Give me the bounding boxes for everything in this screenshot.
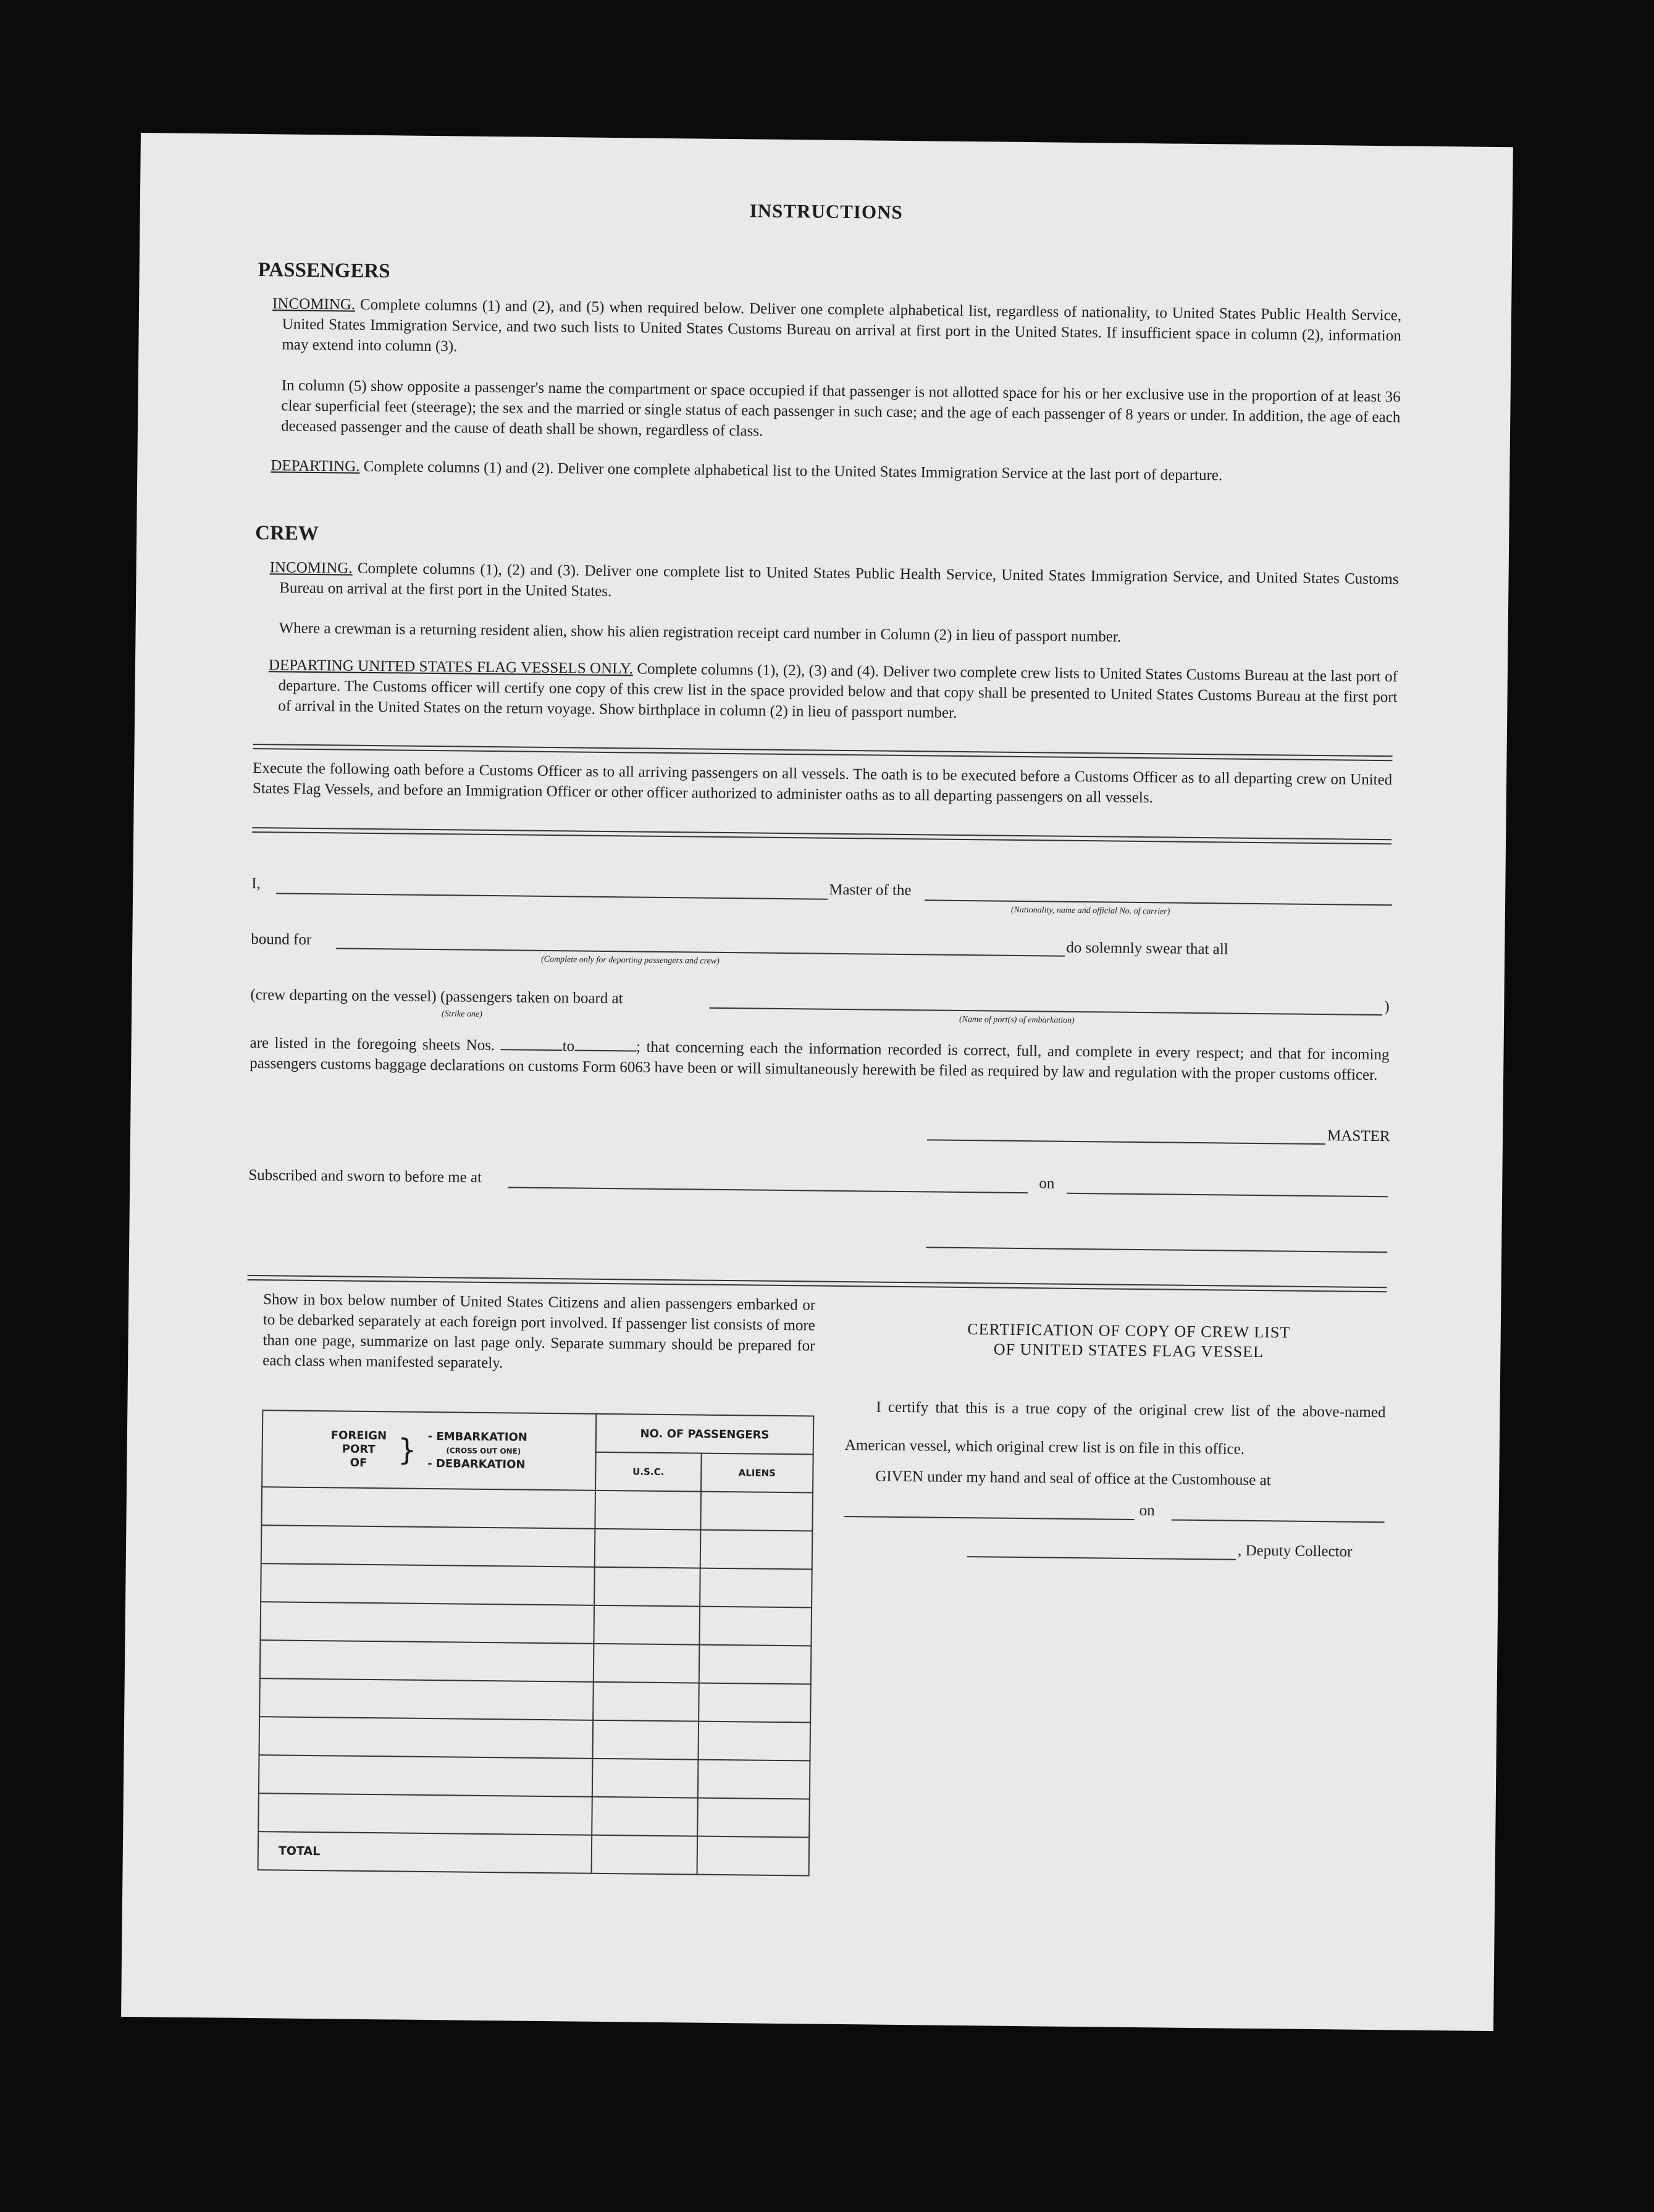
usc-header: U.S.C.: [595, 1452, 702, 1492]
usc-cell[interactable]: [594, 1644, 700, 1683]
of-label: OF: [350, 1456, 367, 1470]
crew-incoming-label: INCOMING.: [269, 559, 353, 577]
aliens-cell[interactable]: [700, 1530, 813, 1570]
ports-caption: (Name of port(s) of embarkation): [959, 1014, 1075, 1025]
usc-cell[interactable]: [595, 1529, 701, 1568]
port-cell[interactable]: [261, 1563, 595, 1605]
crew-departing-label: DEPARTING UNITED STATES FLAG VESSELS ONLY.: [268, 657, 634, 678]
certification-title-line2: OF UNITED STATES FLAG VESSEL: [993, 1340, 1264, 1361]
usc-cell[interactable]: [592, 1720, 699, 1760]
officer-signature-field[interactable]: [926, 1247, 1387, 1253]
deputy-collector-label: , Deputy Collector: [1237, 1542, 1353, 1560]
crew-departing-label: (crew departing on the vessel) (passengers taken on board at: [250, 986, 623, 1007]
usc-cell[interactable]: [593, 1682, 699, 1722]
master-of-label: Master of the: [829, 881, 912, 899]
complete-caption: (Complete only for departing passengers and crew): [540, 954, 720, 966]
nationality-caption: (Nationality, name and official No. of carrier): [1010, 905, 1170, 917]
page-title: INSTRUCTIONS: [749, 200, 903, 223]
embarkation-label: - EMBARKATION: [427, 1429, 528, 1444]
crew-resident-paragraph: Where a crewman is a returning resident alien, show his alien registration receipt card number in Column (2) in lieu of passport number.: [279, 620, 1122, 646]
cross-out-label: (CROSS OUT ONE): [446, 1446, 521, 1456]
aliens-header: ALIENS: [701, 1453, 813, 1493]
sworn-on-label: on: [1039, 1175, 1055, 1192]
foreign-label: FOREIGN: [330, 1429, 387, 1443]
aliens-cell[interactable]: [698, 1722, 810, 1761]
deputy-signature-field[interactable]: [967, 1556, 1236, 1560]
listed-text: ; that concerning each the information recorded is correct, full, and complete in every respect; and that for incoming passengers customs baggage declarations on customs Form 6063 have been or will simultaneously herewith be filed as required by law and regulation with the proper customs officer.: [250, 1038, 1390, 1084]
listed-to: to: [562, 1038, 575, 1055]
usc-total-cell[interactable]: [591, 1835, 697, 1875]
table-row: [259, 1678, 811, 1722]
port-header: FOREIGN PORT OF } - EMBARKATION (CROSS OUT ONE) - DEBARKATION: [262, 1410, 596, 1491]
double-rule: [253, 744, 1393, 761]
no-passengers-header: NO. OF PASSENGERS: [596, 1414, 814, 1455]
strike-caption: (Strike one): [442, 1009, 482, 1019]
usc-cell[interactable]: [594, 1567, 700, 1607]
usc-cell[interactable]: [594, 1605, 700, 1645]
passengers-column5-paragraph: In column (5) show opposite a passenger's name the compartment or space occupied if that passenger is not allotted space for his or her exclusive use in the proportion of at least 36 clear superficial feet (steerage); the sex and the married or single status of each passenger in such case; and the age of each passenger of 8 years or under. In addition, the age of each deceased passenger and the cause of death shall be shown, regardless of class.: [280, 377, 1401, 440]
passengers-departing-paragraph: [271, 455, 1400, 487]
sheet-from-field[interactable]: [501, 1049, 563, 1051]
aliens-total-cell[interactable]: [697, 1836, 809, 1876]
passengers-departing-text: Complete columns (1) and (2). Deliver one complete alphabetical list to the United States Immigration Service at the last port of departure.: [363, 458, 1223, 484]
aliens-cell[interactable]: [699, 1683, 811, 1723]
aliens-cell[interactable]: [699, 1607, 812, 1646]
table-row: [260, 1602, 812, 1646]
crew-incoming-text: Complete columns (1), (2) and (3). Deliver one complete list to United States Public Health Service, United States Immigration Service, and United States Customs Bureau on arrival at the first port in the United States.: [279, 560, 1399, 600]
crew-departing-text: Complete columns (1), (2), (3) and (4). Deliver two complete crew lists to United States Customs Bureau at the last port of departure. The Customs officer will certify one copy of this crew list in the space provided below and that copy shall be presented to United States Customs Bureau at the first port of arrival in the United States on the return voyage. Show birthplace in column (2) in lieu of passport number.: [278, 660, 1398, 721]
cert-date-field[interactable]: [1172, 1520, 1385, 1523]
passengers-incoming-paragraph: [272, 293, 1402, 366]
port-cell[interactable]: [258, 1793, 592, 1835]
certify-paragraph: I certify that this is a true copy of the original crew list of the above-named American vessel, which original crew list is on file in this office.: [844, 1398, 1386, 1458]
aliens-cell[interactable]: [700, 1568, 812, 1608]
double-rule: [252, 827, 1392, 844]
box-instruction: Show in box below number of United States Citizens and alien passengers embarked or to be debarked separately at each foreign port involved. If passenger list consists of more than one page, summarize on last page only. Separate summary should be prepared for each class when manifested separately.: [262, 1291, 816, 1372]
aliens-cell[interactable]: [697, 1798, 810, 1838]
port-cell[interactable]: [259, 1755, 593, 1797]
bound-for-label: bound for: [251, 930, 312, 948]
carrier-field[interactable]: [925, 899, 1392, 906]
port-cell[interactable]: [261, 1487, 595, 1529]
total-row: [258, 1831, 810, 1875]
sworn-date-field[interactable]: [1067, 1193, 1388, 1197]
passengers-departing-label: DEPARTING.: [271, 457, 360, 475]
sheet-to-field[interactable]: [574, 1049, 636, 1051]
port-cell[interactable]: [261, 1525, 595, 1567]
table-row: [261, 1525, 813, 1569]
listed-prefix: are listed in the foregoing sheets Nos.: [250, 1034, 495, 1054]
certification-title-line1: CERTIFICATION OF COPY OF CREW LIST: [967, 1320, 1291, 1342]
master-name-field[interactable]: [276, 893, 828, 899]
table-row: [259, 1717, 811, 1760]
port-label: PORT: [342, 1442, 376, 1457]
sworn-place-field[interactable]: [508, 1187, 1028, 1193]
form-page: [121, 133, 1513, 2031]
passengers-incoming-label: INCOMING.: [272, 295, 356, 313]
debarkation-label: - DEBARKATION: [427, 1457, 526, 1471]
total-label: TOTAL: [258, 1831, 592, 1873]
port-cell[interactable]: [260, 1602, 594, 1644]
oath-instruction: Execute the following oath before a Customs Officer as to all arriving passengers on all vessels. The oath is to be executed before a Customs Officer as to all departing crew on United States Flag Vessels, and before an Immigration Officer or other officer authorized to administer oaths as to all departing passengers on all vessels.: [252, 759, 1393, 807]
passengers-heading: PASSENGERS: [258, 258, 390, 283]
usc-cell[interactable]: [592, 1797, 698, 1836]
crew-heading: CREW: [255, 521, 319, 545]
table-row: [258, 1793, 810, 1837]
aliens-cell[interactable]: [700, 1492, 813, 1531]
port-cell[interactable]: [259, 1678, 594, 1720]
listed-paragraph: [250, 1033, 1390, 1085]
given-paragraph: GIVEN under my hand and seal of office at the Customhouse at: [875, 1468, 1271, 1489]
destination-field[interactable]: [336, 948, 1065, 956]
embarkation-ports-field[interactable]: [709, 1007, 1382, 1016]
master-signature-field[interactable]: [927, 1139, 1325, 1145]
subscribed-label: Subscribed and sworn to before me at: [248, 1166, 482, 1186]
table-row: [260, 1640, 812, 1684]
oath-i-label: I,: [251, 875, 261, 893]
close-paren: ): [1384, 998, 1390, 1016]
cert-on-label: on: [1139, 1502, 1155, 1520]
passenger-summary-table: [258, 1410, 815, 1876]
double-rule: [248, 1275, 1387, 1292]
usc-cell[interactable]: [592, 1759, 699, 1798]
swear-label: do solemnly swear that all: [1066, 939, 1228, 958]
customhouse-field[interactable]: [844, 1516, 1135, 1520]
port-cell[interactable]: [260, 1640, 594, 1682]
table-row: [261, 1487, 813, 1531]
port-cell[interactable]: [259, 1717, 594, 1759]
passengers-incoming-text: Complete columns (1) and (2), and (5) when required below. Deliver one complete alphabetical list, regardless of nationality, to United States Public Health Service, United States Immigration Service, and two such lists to United States Customs Bureau on arrival at first port in the United States. If insufficient space in column (2), information may extend into column (3).: [282, 296, 1402, 355]
table-row: [259, 1755, 810, 1799]
usc-cell[interactable]: [595, 1491, 701, 1530]
crew-departing-paragraph: [268, 655, 1398, 728]
table-row: [261, 1563, 812, 1607]
aliens-cell[interactable]: [698, 1760, 810, 1799]
crew-incoming-paragraph: [269, 557, 1399, 610]
aliens-cell[interactable]: [699, 1645, 812, 1684]
master-label: MASTER: [1327, 1127, 1390, 1145]
